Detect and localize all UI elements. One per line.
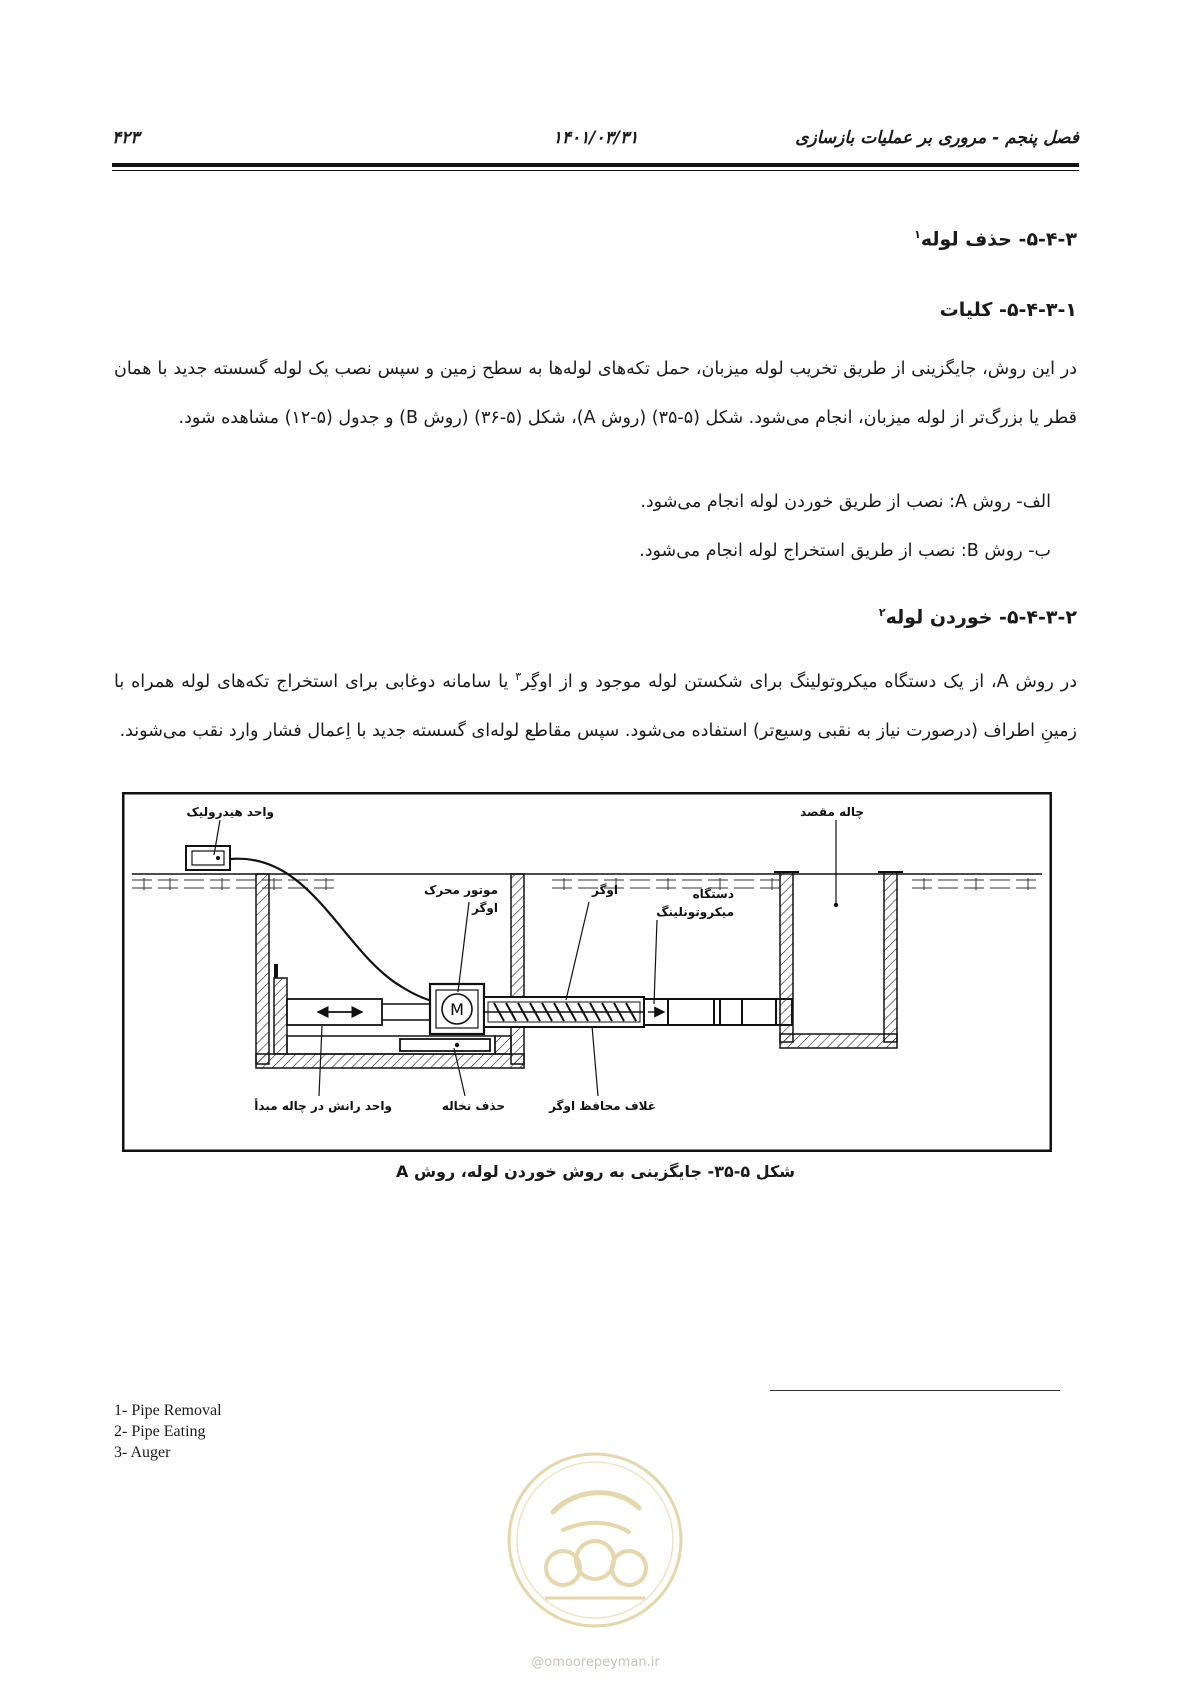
footnotes [114, 1400, 222, 1463]
footnote-ref-1: ۱ [914, 228, 921, 241]
pipe-eating-paragraph: در روش A، از یک دستگاه میکروتولینگ برای شکستن لوله موجود و از اوگِر$^۳$ یا سامانه دوغابی برای استخراج تکه‌های لوله همراه با زمینِ اطراف (درصورت نیاز به نقبی وسیع‌تر) استفاده می‌شود. سپس مقاطع لوله‌ای گسسته جدید با اِعمال فشار وارد نقب می‌شوند. [114, 670, 1078, 741]
watermark-logo [505, 1450, 685, 1630]
section-heading: ۵-۴-۳- حذف لوله$^۱$ [914, 228, 1077, 251]
footnote-2: 2- Pipe Eating [114, 1423, 206, 1440]
label-micro-line2: میکروتونلینگ [656, 905, 734, 919]
footnote-ref-2: ۲ [878, 606, 886, 619]
header-date: ۱۴۰۱/۰۳/۳۱ [552, 128, 639, 148]
label-target-pit: چاله مقصد [800, 805, 864, 819]
list-item-b: ب- روش B: نصب از طریق استخراج لوله انجام می‌شود. [639, 541, 1051, 561]
page-number: ۴۲۳ [112, 128, 140, 148]
hydraulic-unit-box [186, 846, 230, 870]
chapter-title: فصل پنجم - مروری بر عملیات بازسازی [795, 128, 1079, 148]
label-micro-line1: دستگاه [692, 887, 734, 901]
subsection-heading-pipe-eating: ۵-۴-۳-۲- خوردن لوله$^۲$ [878, 606, 1077, 629]
subsection-heading-general: ۵-۴-۳-۱- کلیات [939, 299, 1077, 321]
footnote-1: 1- Pipe Removal [114, 1402, 222, 1419]
header-rule-thick [112, 163, 1079, 167]
footnote-separator [770, 1390, 1060, 1391]
label-auger-casing: غلاف محافظ اوگر [549, 1099, 656, 1113]
footnote-ref-3: ۳ [515, 670, 522, 683]
existing-pipe [668, 999, 792, 1025]
header-rule-thin [112, 170, 1079, 171]
list-item-a: الف- روش A: نصب از طریق خوردن لوله انجام می‌شود. [640, 492, 1051, 512]
figure-caption: شکل ۵-۳۵- جایگزینی به روش خوردن لوله، روش A [395, 1162, 796, 1181]
page-header [112, 128, 1079, 152]
label-auger: اوگر [591, 883, 618, 897]
spoil-removal-unit [400, 1039, 490, 1051]
watermark-url: @omoorepeyman.ir [531, 1655, 660, 1670]
footnote-3: 3- Auger [114, 1444, 171, 1461]
label-motor-line1: موتور محرک [424, 883, 498, 897]
figure-pipe-eating-diagram [122, 792, 1052, 1152]
general-paragraph: در این روش، جایگزینی از طریق تخریب لوله میزبان، حمل تکه‌های لوله‌ها به سطح زمین و سپس نصب یک لوله گسسته جدید با همان قطر یا بزرگ‌تر از لوله میزبان، انجام می‌شود. شکل (۵-۳۵) (روش A)، شکل (۵-۳۶) (روش B) و جدول (۵-۱۲) مشاهده شود. [114, 359, 1077, 428]
label-motor-line2: اوگر [471, 901, 498, 915]
label-spoil-removal: حذف نخاله [441, 1099, 505, 1113]
label-hydraulic-unit: واحد هیدرولیک [186, 805, 274, 819]
label-jacking-unit: واحد رانش در چاله مبدأ [254, 1099, 392, 1113]
motor-symbol: M [450, 1000, 464, 1019]
